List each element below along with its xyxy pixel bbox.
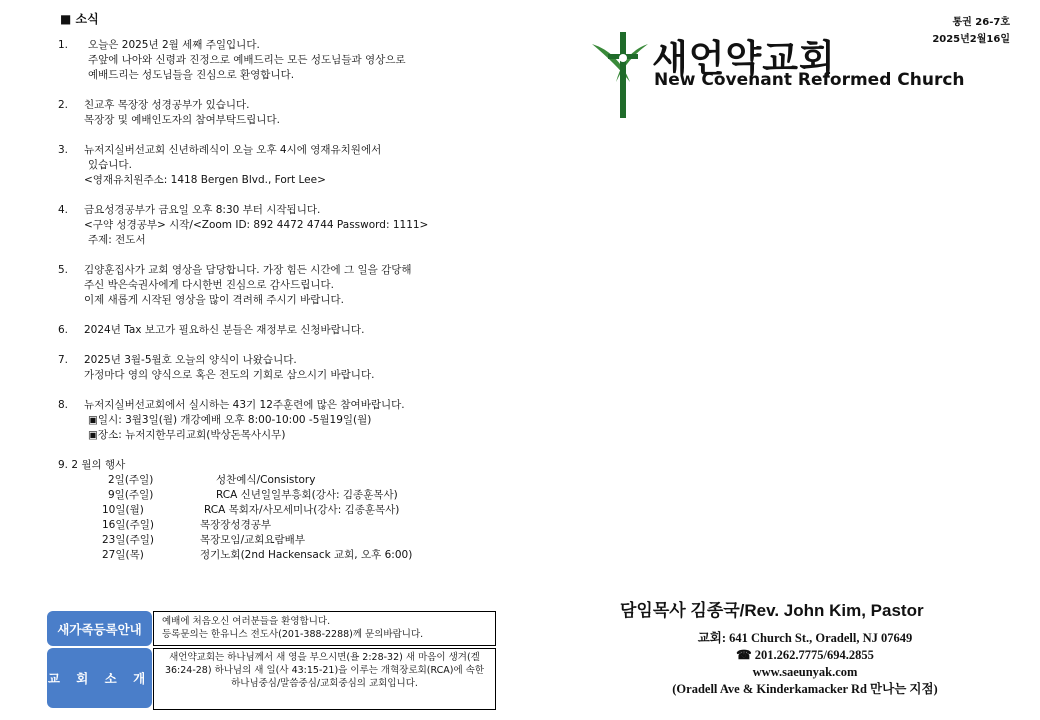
event-date: 23일(주일)	[102, 534, 154, 546]
news-item-6	[58, 323, 538, 338]
event-name: 성찬예식/Consistory	[216, 474, 316, 486]
news-line: 목장장 및 예배인도자의 참여부탁드립니다.	[84, 114, 280, 126]
news-line: 주신 박은숙권사에게 다시한번 진심으로 감사드립니다.	[84, 279, 334, 291]
news-line: 주제: 전도서	[88, 234, 146, 246]
event-date: 16일(주일)	[102, 519, 154, 531]
news-line: 김양훈집사가 교회 영상을 담당합니다. 가장 힘든 시간에 그 일을 감당해	[84, 264, 412, 276]
logo-korean: 새언약교회	[652, 37, 836, 80]
news-item-5	[58, 263, 538, 308]
registration-box	[153, 611, 496, 646]
news-item-8	[58, 398, 538, 443]
news-num: 3.	[58, 144, 69, 156]
logo-english: New Covenant Reformed Church	[654, 70, 965, 90]
news-num: 7.	[58, 354, 69, 366]
pastor-name: 담임목사 김종국/Rev. John Kim, Pastor	[620, 601, 924, 620]
event-row	[58, 533, 538, 548]
church-address: 교회: 641 Church St., Oradell, NJ 07649	[697, 631, 913, 645]
news-line: 예배드리는 성도님들을 진심으로 환영합니다.	[88, 69, 295, 81]
news-num: 4.	[58, 204, 69, 216]
church-location: (Oradell Ave & Kinderkamacker Rd 만나는 지점)	[672, 682, 938, 696]
event-row	[58, 488, 538, 503]
event-name: RCA 신년일일부흥회(강사: 김종훈목사)	[216, 489, 398, 501]
registration-line: 예배에 처음오신 여러분들을 환영합니다.	[162, 616, 331, 627]
news-line: 이제 새롭게 시작된 영상을 많이 격려해 주시기 바랍니다.	[84, 294, 344, 306]
cross-leaf-icon	[590, 30, 656, 122]
intro-box: 새언약교회는 하나님께서 새 영을 부으시면(욜 2:28-32) 새 마음이 생겨(겔 36:24-28) 하나님의 새 일(사 43:15-21)을 이루는 개혁장로회(RCA)에 속한 하나님중심/말씀중심/교회중심의 교회입니다.	[153, 648, 496, 710]
news-line: 금요성경공부가 금요일 오후 8:30 부터 시작됩니다.	[84, 204, 321, 216]
news-num: 5.	[58, 264, 69, 276]
news-line: 친교후 목장장 성경공부가 있습니다.	[84, 99, 250, 111]
news-item-7	[58, 353, 538, 383]
event-name: RCA 목회자/사모세미나(강사: 김종훈목사)	[204, 504, 400, 516]
news-line: 있습니다.	[88, 159, 132, 171]
news-num: 2.	[58, 99, 69, 111]
news-line: 주앞에 나아와 신령과 진정으로 예배드리는 모든 성도님들과 영상으로	[88, 54, 406, 66]
news-line: 2024년 Tax 보고가 필요하신 분들은 재정부로 신청바랍니다.	[84, 324, 365, 336]
news-line: 뉴저지실버선교회 신년하례식이 오늘 오후 4시에 영재유치원에서	[84, 144, 382, 156]
news-line: 2025년 3월-5월호 오늘의 양식이 나왔습니다.	[84, 354, 297, 366]
event-date: 2일(주일)	[108, 474, 154, 486]
events-section	[58, 458, 538, 563]
intro-label: 교 회 소 개	[47, 648, 152, 708]
news-item-2	[58, 98, 538, 128]
church-contact	[620, 630, 990, 698]
news-line: <구약 성경공부> 시작/<Zoom ID: 892 4472 4744 Password: 1111>	[84, 219, 429, 231]
events-heading: 9. 2 월의 행사	[58, 459, 126, 471]
news-line: 뉴저지실버선교회에서 실시하는 43기 12주훈련에 많은 참여바랍니다.	[84, 399, 405, 411]
event-name: 목장모임/교회요람배부	[200, 534, 305, 546]
issue-date: 2025년2월16일	[932, 34, 1010, 45]
church-website: www.saeunyak.com	[752, 665, 858, 679]
news-num: 6.	[58, 324, 69, 336]
news-line: ▣일시: 3월3일(월) 개강예배 오후 8:00-10:00 -5월19일(월)	[88, 414, 372, 426]
event-name: 정기노회(2nd Hackensack 교회, 오후 6:00)	[200, 549, 413, 561]
registration-line: 등록문의는 한유니스 전도사(201-388-2288)께 문의바랍니다.	[162, 629, 424, 640]
news-num: 1.	[58, 39, 69, 51]
news-line: 가정마다 영의 양식으로 혹은 전도의 기회로 삼으시기 바랍니다.	[84, 369, 375, 381]
event-name: 목장장성경공부	[200, 519, 272, 531]
news-item-1	[58, 38, 538, 83]
news-line: <영재유치원주소: 1418 Bergen Blvd., Fort Lee>	[84, 174, 326, 186]
event-row	[58, 548, 538, 563]
news-item-4	[58, 203, 538, 248]
section-title: ■ 소식	[60, 12, 99, 26]
event-date: 27일(목)	[102, 549, 144, 561]
news-list	[58, 38, 538, 578]
news-item-3	[58, 143, 538, 188]
issue-volume: 통권 26-7호	[952, 17, 1010, 28]
event-row	[58, 473, 538, 488]
event-row	[58, 518, 538, 533]
news-line: 오늘은 2025년 2월 세째 주일입니다.	[88, 39, 260, 51]
church-phone: ☎ 201.262.7775/694.2855	[736, 648, 874, 662]
registration-label: 새가족등록안내	[47, 611, 152, 646]
news-num: 8.	[58, 399, 69, 411]
news-line: ▣장소: 뉴저지한무리교회(박상돈목사시무)	[88, 429, 286, 441]
event-row	[58, 503, 538, 518]
event-date: 10일(월)	[102, 504, 144, 516]
event-date: 9일(주일)	[108, 489, 154, 501]
church-logo	[590, 30, 980, 120]
